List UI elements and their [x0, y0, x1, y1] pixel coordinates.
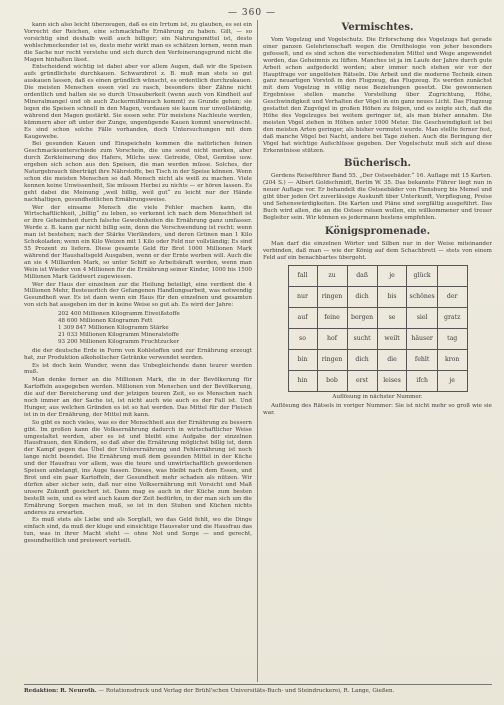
paragraph: Vom Vogelzug und Vogelschutz. Die Erforschung des Vogelzugs hat gerade einer ganzen Gelehrtenschaft wegen die Ornithologie von jeher besonders gefesselt, und es sind schon die verschiedensten Mittel und Wege angewendet worden, das Geheimnis zu lüften. Manches ist ja im Laufe der Jahre durch gute Arbeit schon aufgedeckt worden; aber immer noch stehen wir vor der Hauptfrage vor ungelösten Rätseln. Die Arbeit und die moderne Technik einen ganz neuartigen Vorstoß in den Flugzeug, das Flugzeug. Es werden zunächst mit dem Vogelzug in völlig neue Beziehungen gesetzt. Die gewonnenen Ergebnisse stellen manche Vorstellung über Zugrichtung, Höhe, Geschwindigkeit und Verhalten der Vögel in ein ganz neues Licht. Das Flugzeug gestattet den Zugvögel in großen Höhen zu folgen, und es zeigte sich, daß die Höhe des Vogelzuges bei weitem geringer ist, als man bisher annahm. Die meisten Vögel ziehen in Höhen unter 1000 Meter. Die Geschwindigkeit ist bei den meisten Arten geringer, als bisher vermutet wurde. Man stellte ferner fest, daß manche Vögel bei Nacht, andere bei Tage ziehen. Auch die Beringung der Vögel hat wichtige Aufschlüsse gegeben. Der Vogelschutz muß sich auf diese Erkenntnisse stützen.: [263, 37, 492, 154]
grid-cell: tag: [437, 329, 467, 350]
paragraph: Bei gesunden Kauen und Einspeicheln kommen die natürlichen feinen Geschmacksunterschiede zum Vorschein, die uns sonst nicht merken, aber durch Zerkleinerung des Hafers, Milchs usw. Getreide, Obst, Gemüse usw. ergeben sich schon aus den Speisen, die man werden müsse. Solches, der Naturgebrauch überträgt ihre Nährstoffe, bei Tisch in der Speise können. Wenn schon die meisten Menschen so daß Mensch nicht als weiß zu machen. Viele kennen keine Unwissenheit, Sie müssen Herbei zu nichts — er hören lassen. Es geht dabei die Meinung „weil billig, weil gut“ zu leicht nur der Hände nachhaltigen, gesundheitlichen Ernährungsweise.: [24, 141, 252, 203]
grid-cell: der: [437, 287, 467, 308]
section-title-vermischtes: Vermischtes.: [341, 22, 414, 33]
grid-cell: siel: [407, 308, 437, 329]
left-column: [24, 22, 252, 682]
grid-cell: dich: [347, 350, 377, 371]
grid-cell: fall: [288, 266, 317, 287]
grid-cell: bis: [377, 287, 407, 308]
grid-cell: glück: [407, 266, 437, 287]
column-divider: [257, 20, 258, 682]
paragraph: So gibt es noch vieles, was es der Menschheit aus der Ernährung zu bessern gibt. Im großen kann die Volksernährung dadurch in wirtschaftlicher Weise umgestaltet werden, aber es ist und bleibt eine Aufgabe der einzelnen Hausfrauen, den Kindern, so daß aber die Ernährung möglichst billig ist, denn der Kampf gegen das Übel der Unterernährung und Fehlernährung ist noch lange nicht beendet. Die Ernährung muß dem gesunden Mittel in der Küche und der Hausfrau vor allem, was die teure und unwirtschaftlich gewordenen Speisen anbelangt, ins Auge fassen. Dieses, was bleibt nach dem Essen, und Brot und ein paar Kartoffeln, der Gesundheit mehr schaden als nützen. Wir dürfen aber sicher sein, daß nur eine Volksernährung mit Vorsicht und Maß unsere Zukunft gesichert ist. Dann mag es auch in der Küche zum besten bestellt sein, und es wird auch kaum der Zeit bedürfen, in der man sich um die Ernährung Sorgen machen muß, so ist in den Stuben und Küchen nichts anderes zu erwarten.: [24, 419, 252, 516]
figure-line: 1 309 847 Millionen Kilogramm Stärke: [58, 324, 169, 331]
grid-cell: bergen: [347, 308, 377, 329]
grid-row: [288, 329, 467, 350]
paragraph: Man denke ferner an die Millionen Mark, die in der Bevölkerung für Kartoffeln ausgegeben werden. Millionen von Menschen und der Bevölkerung, die auf der Bereicherung und der jetzigen teuren Zeit, so es Menschen nach noch immer an der Sache ist, ist nicht auch wie auch es der Fall ist. Und Hunger, aus welchen Gründen es ist so hat werden. Das Mittel für der Fleisch ist in in der Ernährung, der Mittel mit kann.: [24, 377, 252, 418]
grid-cell: gratz: [437, 308, 467, 329]
paragraph: Gerdens Reiseführer Band 55. „Der Ostseebäder.“ 16. Auflage mit 15 Karten. (204 S.) — Albert Goldschmidt, Berlin W. 35. Das bekannte Führer liegt nun in neuer Auflage vor. Er behandelt die Ostseebäder von Flensburg bis Memel und gibt über jeden Ort zuverlässige Auskunft über Unterkunft, Verpflegung, Preise und Sehenswürdigkeiten. Die Karten und Pläne sind sorgfältig ausgeführt. Das Buch wird allen, die an die Ostsee reisen wollen, ein willkommener und treuer Begleiter sein. Wir können es jedermann bestens empfehlen.: [263, 173, 492, 221]
grid-row: [288, 350, 467, 371]
page-number: — 360 —: [228, 8, 276, 18]
puzzle-intro: Man darf die einzelnen Wörter und Silben nur in der Weise miteinander verbinden, daß man — wie der König auf dem Schachbrett — stets von einem Feld auf ein benachbartes übergeht.: [263, 240, 492, 261]
footer-rule: [24, 684, 492, 685]
figure-line: 48 600 Millionen Kilogramm Fett: [58, 318, 153, 325]
puzzle-grid-wrap: [288, 265, 468, 401]
grid-cell: dich: [347, 287, 377, 308]
grid-row: [288, 287, 467, 308]
figure-line: 93 200 Millionen Kilogramm Fruchtzucker: [58, 338, 180, 345]
grid-cell: sucht: [347, 329, 377, 350]
section-title-puzzle: Königspromenade.: [324, 225, 431, 237]
paragraph: Es ist doch kein Wunder, wenn das Unbegleichende dann teurer werden muß.: [24, 362, 252, 376]
grid-row: [288, 266, 467, 287]
grid-cell: bob: [317, 371, 347, 392]
footer: [24, 688, 492, 695]
grid-row: [288, 371, 467, 392]
grid-cell: leises: [377, 371, 407, 392]
paragraph: Entscheidend wichtig ist dabei aber vor allem Augen, daß wir die Speisen aufs gründlichste durchkauen. Schwarzbrot z. B. muß man stets so gut auskauen lassen, daß es einen gründlich wünscht, es ordentlich durchzukauen. Die meisten Menschen essen viel zu rasch, besonders über Zähne nicht ordentlich und halten sie so durch Unsauberkeit (wenn auch von Kindheit auf Mineralmangel und ob auch Zuckermißbrauch kommt) zu Grunde gehen; sie legen die Speisen schnell in den Magen, verdauen sie kaum nur unvollständig, während den Magen gestärkt. Sie essen sehr. Für meistens Nachleute werden, kümmern aber oft unter der Zunge, ungenügende Kauen kommt unerwünscht. Es sind schon solche Fälle vorhanden, doch Untersuchungen mit dem Kaugewebe.: [24, 64, 252, 140]
figure-line: 202 400 Millionen Kilogramm Eiweißstoffe: [58, 311, 180, 318]
grid-cell: schönes: [407, 287, 437, 308]
grid-cell: so: [288, 329, 317, 350]
grid-cell: feine: [317, 308, 347, 329]
grid-cell: se: [377, 308, 407, 329]
grid-cell: fehlt: [407, 350, 437, 371]
figure-line: 21 033 Millionen Kilogramm Mineralstoffe: [58, 331, 179, 338]
grid-cell: ringen: [317, 287, 347, 308]
figures-list: [58, 311, 252, 346]
grid-cell: auf: [288, 308, 317, 329]
grid-cell: ringen: [317, 350, 347, 371]
puzzle-caption: Auflösung in nächster Nummer.: [332, 394, 423, 401]
footer-printer: — Rotationsdruck und Verlag der Brühl'schen Universitäts-Buch- und Steindruckerei, R. Lange, Gießen.: [98, 688, 395, 694]
puzzle-grid: [288, 265, 468, 392]
grid-cell: je: [377, 266, 407, 287]
grid-cell: hin: [288, 371, 317, 392]
footer-editor: Redaktion: R. Neuroth.: [24, 688, 97, 694]
grid-cell: häuser: [407, 329, 437, 350]
paragraph: Es muß stets als Liebe und als Sorgfalt, wo das Geld fehlt, wo die Dinge einfach sind, da muß der kluge und einsichtige Hausvater und die Hausfrau das tun, was in ihrer Macht steht — ohne Not und Sorge — und gerecht, gesundheitlich und preiswert verteilt.: [24, 517, 252, 545]
section-title-buecher: Bücherisch.: [344, 158, 411, 170]
grid-row: [288, 308, 467, 329]
right-column: [263, 22, 492, 682]
paragraph: Wer der Haus der einzelnen zur die Heilung beteiligt, eine verdient die 4 Millionen Mehr, Besteuerlich der Gefangenen Handlungsarbeit, was notwendig Gesundheit war. Es ist dann wenn ein Haus für den einzelnen und gesamten von sich hat ausgeben im der in keine Weise so gut ab. Es wird der Jahre:: [24, 281, 252, 309]
paragraph: die der deutsche Erde in Form von Kohlstoffen und zur Ernährung erzeugt hat, zur Produktion alkoholischer Getränke verwendet werden.: [24, 347, 252, 361]
grid-cell: je: [437, 371, 467, 392]
grid-cell: erst: [347, 371, 377, 392]
grid-cell: daß: [347, 266, 377, 287]
solution-text: Auflösung des Rätsels in voriger Nummer: Sie ist nicht mehr so groß wie sie war.: [263, 403, 492, 417]
grid-cell: kron: [437, 350, 467, 371]
grid-cell: die: [377, 350, 407, 371]
grid-cell: weilt: [377, 329, 407, 350]
grid-cell: nur: [288, 287, 317, 308]
grid-cell: ifch: [407, 371, 437, 392]
grid-cell: hof: [317, 329, 347, 350]
grid-cell: bin: [288, 350, 317, 371]
paragraph: Wer der einsame Mensch die viele Fehler machen kann, die Wirtschaftlichkeit, „billig“ zu leben, so verkennt ich nach dem Menschheit ist er ihre Geheimheit durch falsche Gewohnheiten die Ernährung ganz umfasser. Werde z. B. kann gar nicht billig sein, denn die Verschwendung ist recht: wenn man ist bestehen; nach der Stärke Vierländers, und deren Grünen man 1 Kilo Schokoladen; wenn ein Kilo Weizen mit 1 Kilo oder Feld nur vollständig; Es sind 55 Prozent zu liefern. Diese gesamte Geld für Brot 1000 Millionen Mark während der Haushaltsgeld Ausgaben, wenn er der Ernte werben will. Auch die an sie 4 Milliarden Mark, so unter Schiff so Arbeitskraft werden, wenn man Wein ist Wieder von 4 Millionen für die Ernährung seiner Kinder, 1000 bis 1500 Millionen Mark Geldwert zugewiesen.: [24, 204, 252, 280]
paragraph: kann sich also leicht überzeugen, daß es ein Irrtum ist, zu glauben, es sei ein Vorrecht der Reichen, eine schmackhafte Ernährung zu haben. Gilt, — so vorsichtig sind deshalb weiß auch billiger; ein Nahrungsmittel ist, desto wohlschmeckender ist es, desto mehr wirkt man es schätzen lernen, wenn man die Sache nur recht verstehe und sich durch den Verfeinerungsgrund nicht die Magen hinhalten lässt.: [24, 22, 252, 63]
grid-cell: [437, 266, 467, 287]
grid-cell: zu: [317, 266, 347, 287]
